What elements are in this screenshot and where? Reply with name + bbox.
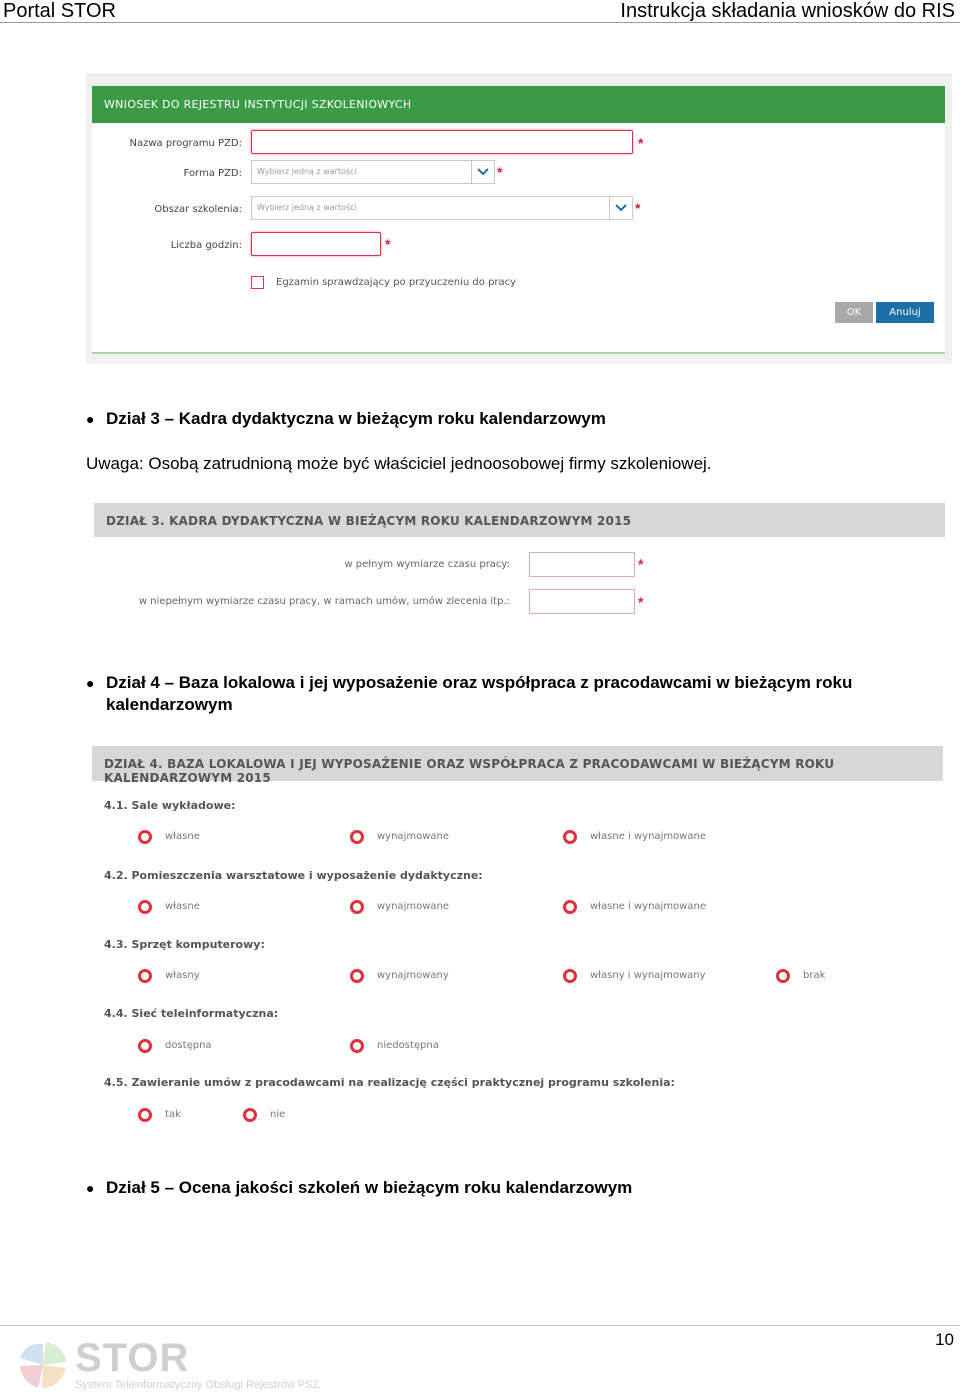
section4-heading: ● Dział 4 – Baza lokalowa i jej wyposażenie oraz współpraca z pracodawcami w bieżącym roku kalendarzowym <box>86 673 853 714</box>
hours-input[interactable] <box>251 232 381 256</box>
radio-label: nie <box>270 1109 286 1120</box>
hours-label: Liczba godzin: <box>170 240 242 251</box>
required-mark: * <box>638 556 644 572</box>
stor-logo-icon <box>16 1338 70 1392</box>
radio-4-4-available[interactable] <box>138 1039 152 1053</box>
required-mark: * <box>638 135 644 151</box>
page-number: 10 <box>935 1330 954 1349</box>
section5-title: Ocena jakości szkoleń w bieżącym roku kalendarzowym <box>178 1178 633 1197</box>
radio-4-3-none[interactable] <box>776 969 790 983</box>
chevron-down-icon[interactable] <box>471 161 494 183</box>
radio-label: własne i wynajmowane <box>590 831 706 842</box>
footer-divider <box>0 1325 960 1326</box>
radio-4-2-own[interactable] <box>138 900 152 914</box>
radio-4-2-rented[interactable] <box>350 900 364 914</box>
form1-titlebar <box>92 86 945 123</box>
ok-button[interactable]: OK <box>835 302 873 323</box>
cancel-button[interactable]: Anuluj <box>876 302 934 323</box>
required-mark: * <box>638 594 644 610</box>
area-label: Obszar szkolenia: <box>154 204 242 215</box>
radio-label: niedostępna <box>377 1040 439 1051</box>
form-label: Forma PZD: <box>183 168 242 179</box>
form-select[interactable] <box>251 160 495 184</box>
form-select-placeholder: Wybierz jedną z wartości <box>257 167 357 176</box>
form2-titlebar <box>94 503 945 537</box>
full-time-label: w pełnym wymiarze czasu pracy: <box>344 559 510 570</box>
required-mark: * <box>635 200 641 216</box>
bullet-icon: ● <box>86 411 95 427</box>
question-4-1-label: 4.1. Sale wykładowe: <box>104 799 236 812</box>
bullet-icon: ● <box>86 1180 95 1196</box>
form1-title: WNIOSEK DO REJESTRU INSTYTUCJI SZKOLENIOWYCH <box>104 98 412 111</box>
radio-4-5-yes[interactable] <box>138 1108 152 1122</box>
radio-label: wynajmowany <box>377 970 449 981</box>
radio-label: dostępna <box>165 1040 212 1051</box>
section4-title: Baza lokalowa i jej wyposażenie oraz współpraca z pracodawcami w bieżącym roku <box>178 673 853 692</box>
full-time-input[interactable] <box>529 552 635 577</box>
form1-bottom-line <box>92 352 945 354</box>
radio-label: brak <box>803 970 826 981</box>
part-time-input[interactable] <box>529 589 635 614</box>
required-mark: * <box>497 164 503 180</box>
radio-label: wynajmowane <box>377 831 449 842</box>
part-time-label: w niepełnym wymiarze czasu pracy, w ramach umów, umów zlecenia itp.: <box>138 596 510 607</box>
question-4-4-label: 4.4. Sieć teleinformatyczna: <box>104 1007 279 1020</box>
form1-panel <box>92 86 945 354</box>
form2-title: DZIAŁ 3. KADRA DYDAKTYCZNA W BIEŻĄCYM ROKU KALENDARZOWYM 2015 <box>106 514 632 528</box>
radio-4-3-both[interactable] <box>563 969 577 983</box>
question-4-5-label: 4.5. Zawieranie umów z pracodawcami na realizację części praktycznej programu szkolenia: <box>104 1076 675 1089</box>
radio-label: tak <box>165 1109 181 1120</box>
header-left-title: Portal STOR <box>3 0 116 22</box>
program-input[interactable] <box>251 130 633 154</box>
radio-label: własny i wynajmowany <box>590 970 706 981</box>
exam-checkbox[interactable] <box>251 276 264 289</box>
section3-heading: ● Dział 3 – Kadra dydaktyczna w bieżącym roku kalendarzowym <box>86 409 606 428</box>
form3-titlebar <box>92 746 943 785</box>
radio-label: własne <box>165 901 200 912</box>
question-4-3-label: 4.3. Sprzęt komputerowy: <box>104 938 265 951</box>
section5-prefix: Dział 5 <box>106 1178 160 1197</box>
radio-label: własny <box>165 970 200 981</box>
radio-4-1-rented[interactable] <box>350 830 364 844</box>
header-divider <box>0 22 960 23</box>
radio-4-3-own[interactable] <box>138 969 152 983</box>
section4-prefix: Dział 4 <box>106 673 160 692</box>
area-select-placeholder: Wybierz jedną z wartości <box>257 203 357 212</box>
radio-label: własne <box>165 831 200 842</box>
stor-logo-subtitle: System Teleinformatyczny Obsługi Rejestrów PSZ <box>75 1379 320 1391</box>
section5-heading: ● Dział 5 – Ocena jakości szkoleń w bieżącym roku kalendarzowym <box>86 1178 633 1197</box>
bullet-icon: ● <box>86 675 95 691</box>
header-right-title: Instrukcja składania wniosków do RIS <box>620 0 955 22</box>
required-mark: * <box>385 236 391 252</box>
section3-note: Uwaga: Osobą zatrudnioną może być właściciel jednoosobowej firmy szkoleniowej. <box>86 454 712 473</box>
radio-label: własne i wynajmowane <box>590 901 706 912</box>
chevron-down-icon[interactable] <box>609 197 632 219</box>
radio-4-5-no[interactable] <box>243 1108 257 1122</box>
radio-4-2-both[interactable] <box>563 900 577 914</box>
form3-title: DZIAŁ 4. BAZA LOKALOWA I JEJ WYPOSAŻENIE ORAZ WSPÓŁPRACA Z PRACODAWCAMI W BIEŻĄCYM ROKU KALENDARZOWYM 2015 <box>104 757 835 785</box>
section3-prefix: Dział 3 <box>106 409 160 428</box>
radio-4-4-unavailable[interactable] <box>350 1039 364 1053</box>
form1-screenshot <box>86 73 952 364</box>
program-label: Nazwa programu PZD: <box>129 138 242 149</box>
area-select[interactable] <box>251 196 633 220</box>
section3-title: Kadra dydaktyczna w bieżącym roku kalendarzowym <box>178 409 606 428</box>
radio-4-1-own[interactable] <box>138 830 152 844</box>
stor-logo-text: STOR <box>75 1336 190 1380</box>
radio-4-3-rented[interactable] <box>350 969 364 983</box>
radio-4-1-both[interactable] <box>563 830 577 844</box>
exam-checkbox-label: Egzamin sprawdzający po przyuczeniu do pracy <box>276 277 517 288</box>
radio-label: wynajmowane <box>377 901 449 912</box>
question-4-2-label: 4.2. Pomieszczenia warsztatowe i wyposażenie dydaktyczne: <box>104 869 483 882</box>
section4-title-cont: kalendarzowym <box>106 695 233 714</box>
